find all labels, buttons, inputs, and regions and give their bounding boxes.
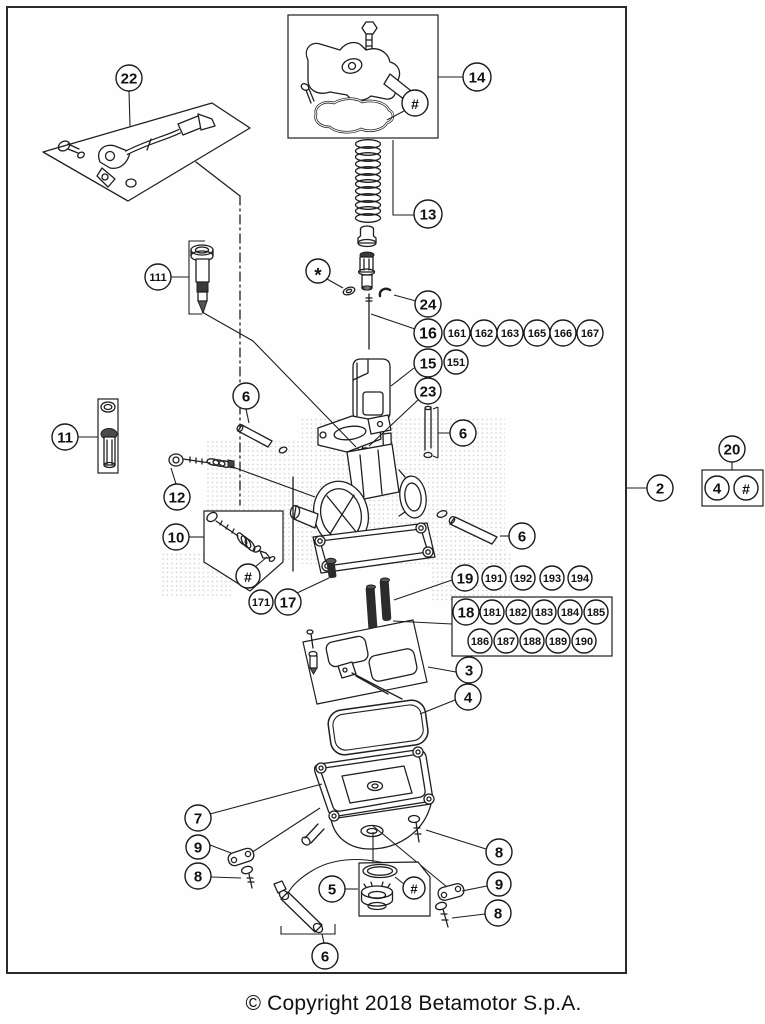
callout-balloon-22 [116, 65, 142, 91]
throttle-slide-drawing [353, 359, 390, 420]
callout-balloon-161 [444, 320, 470, 346]
callout-balloon-6 [233, 383, 259, 409]
svg-text:#: # [411, 96, 419, 112]
svg-text:22: 22 [120, 70, 138, 88]
svg-text:4: 4 [712, 480, 722, 498]
callout-balloon-# [402, 90, 428, 116]
callout-balloon-193 [540, 566, 564, 590]
throttle-cover-box [288, 15, 438, 138]
callout-balloon-7 [185, 805, 211, 831]
svg-text:190: 190 [574, 636, 594, 648]
svg-text:192: 192 [513, 573, 533, 585]
callout-balloon-24 [415, 291, 441, 317]
svg-text:163: 163 [500, 328, 520, 340]
svg-text:193: 193 [542, 573, 562, 585]
svg-text:8: 8 [494, 844, 504, 862]
callout-balloon-9 [487, 872, 511, 896]
svg-text:7: 7 [193, 810, 203, 828]
callout-balloon-182 [506, 600, 530, 624]
svg-text:185: 185 [586, 607, 606, 619]
callout-balloon-3 [456, 657, 482, 683]
callout-balloon-4 [455, 684, 481, 710]
callout-balloon-162 [471, 320, 497, 346]
callout-balloon-8 [185, 863, 211, 889]
callout-balloon-186 [468, 629, 492, 653]
callout-balloon-111 [145, 264, 171, 290]
callout-balloon-190 [572, 629, 596, 653]
needle-washer-drawing [342, 286, 356, 297]
callout-balloon-185 [584, 600, 608, 624]
svg-text:186: 186 [470, 636, 490, 648]
callout-balloon-184 [558, 600, 582, 624]
svg-text:188: 188 [522, 636, 542, 648]
callout-balloon-5 [319, 876, 345, 902]
callout-balloon-191 [482, 566, 506, 590]
callout-balloon-167 [577, 320, 603, 346]
svg-text:19: 19 [456, 570, 474, 588]
inlet-filter-box [98, 399, 118, 473]
svg-text:9: 9 [193, 839, 203, 857]
svg-text:#: # [410, 881, 418, 897]
callout-balloon-8 [485, 900, 511, 926]
svg-text:#: # [244, 569, 252, 585]
callout-balloon-# [403, 877, 425, 899]
svg-text:3: 3 [464, 662, 474, 680]
svg-text:194: 194 [570, 573, 590, 585]
callout-balloon-189 [546, 629, 570, 653]
svg-text:6: 6 [458, 425, 468, 443]
svg-text:162: 162 [474, 328, 494, 340]
svg-text:9: 9 [494, 876, 504, 894]
svg-text:187: 187 [496, 636, 516, 648]
callout-balloon-9 [186, 835, 210, 859]
callout-balloon-4 [705, 476, 729, 500]
callout-balloon-6 [312, 943, 338, 969]
svg-text:6: 6 [320, 948, 330, 966]
svg-text:17: 17 [279, 594, 297, 612]
callout-balloon-17 [275, 589, 301, 615]
svg-text:5: 5 [327, 881, 337, 899]
svg-text:14: 14 [468, 69, 486, 87]
callout-balloon-12 [164, 484, 190, 510]
svg-text:191: 191 [484, 573, 504, 585]
svg-text:161: 161 [447, 328, 467, 340]
svg-text:6: 6 [241, 388, 251, 406]
callout-balloon-151 [444, 350, 468, 374]
callout-balloon-11 [52, 424, 78, 450]
needle-jet-drawing [359, 252, 375, 290]
callout-balloon-16 [414, 319, 442, 347]
callout-balloon-6 [450, 420, 476, 446]
svg-text:*: * [314, 265, 322, 287]
svg-text:18: 18 [457, 604, 475, 622]
svg-text:13: 13 [419, 206, 437, 224]
callout-balloon-183 [532, 600, 556, 624]
callout-balloon-181 [480, 600, 504, 624]
svg-text:183: 183 [534, 607, 554, 619]
callout-balloon-192 [511, 566, 535, 590]
callout-balloon-18 [453, 599, 479, 625]
svg-text:167: 167 [580, 328, 600, 340]
svg-text:8: 8 [193, 868, 203, 886]
callout-balloon-14 [463, 63, 491, 91]
callout-balloon-19 [452, 565, 478, 591]
svg-text:182: 182 [508, 607, 528, 619]
jet-needle-drawing [366, 294, 372, 349]
svg-text:8: 8 [493, 905, 503, 923]
svg-text:2: 2 [655, 480, 665, 498]
svg-text:10: 10 [167, 529, 185, 547]
callout-balloon-6 [509, 523, 535, 549]
float-bowl-drawing [300, 747, 434, 849]
svg-text:165: 165 [527, 328, 547, 340]
float-assembly-box [303, 620, 427, 704]
vent-tube-drawing [274, 881, 324, 934]
callout-balloon-163 [497, 320, 523, 346]
svg-text:15: 15 [419, 355, 437, 373]
callout-balloon-13 [414, 200, 442, 228]
svg-text:23: 23 [419, 383, 437, 401]
callout-balloon-20 [719, 436, 745, 462]
callout-balloon-# [236, 564, 260, 588]
svg-text:181: 181 [482, 607, 502, 619]
svg-text:12: 12 [168, 489, 186, 507]
callout-balloon-* [306, 259, 330, 287]
callout-balloon-# [734, 476, 758, 500]
svg-text:11: 11 [57, 429, 73, 447]
screw-left-drawing [241, 865, 254, 888]
needle-clip-drawing [380, 289, 390, 296]
svg-text:184: 184 [560, 607, 580, 619]
callout-balloon-188 [520, 629, 544, 653]
svg-text:111: 111 [149, 272, 167, 284]
callout-balloon-194 [568, 566, 592, 590]
svg-text:24: 24 [419, 296, 437, 314]
svg-text:166: 166 [553, 328, 573, 340]
callout-balloon-165 [524, 320, 550, 346]
callout-balloon-187 [494, 629, 518, 653]
svg-text:20: 20 [723, 441, 741, 459]
svg-text:171: 171 [251, 597, 271, 609]
spring-seat-drawing [358, 226, 376, 247]
svg-text:#: # [742, 481, 750, 497]
slide-spring-drawing [356, 140, 381, 223]
callout-balloon-15 [414, 349, 442, 377]
callout-balloon-8 [486, 839, 512, 865]
svg-text:189: 189 [548, 636, 568, 648]
callout-balloon-2 [647, 475, 673, 501]
callout-balloon-166 [550, 320, 576, 346]
screw-bottom-right-drawing [435, 901, 448, 927]
callout-balloon-10 [163, 524, 189, 550]
svg-text:151: 151 [446, 357, 466, 369]
svg-text:6: 6 [517, 528, 527, 546]
choke-cable-assembly-drawing [43, 103, 250, 201]
cable-guide-right-drawing [437, 882, 465, 901]
svg-text:4: 4 [463, 689, 473, 707]
svg-text:16: 16 [419, 325, 437, 343]
copyright-text: © Copyright 2018 Betamotor S.p.A. [245, 992, 582, 1015]
callout-balloon-171 [249, 590, 273, 614]
cable-guide-left-drawing [227, 847, 256, 867]
callout-balloon-23 [415, 378, 441, 404]
float-needle-valve-drawing [189, 241, 213, 314]
